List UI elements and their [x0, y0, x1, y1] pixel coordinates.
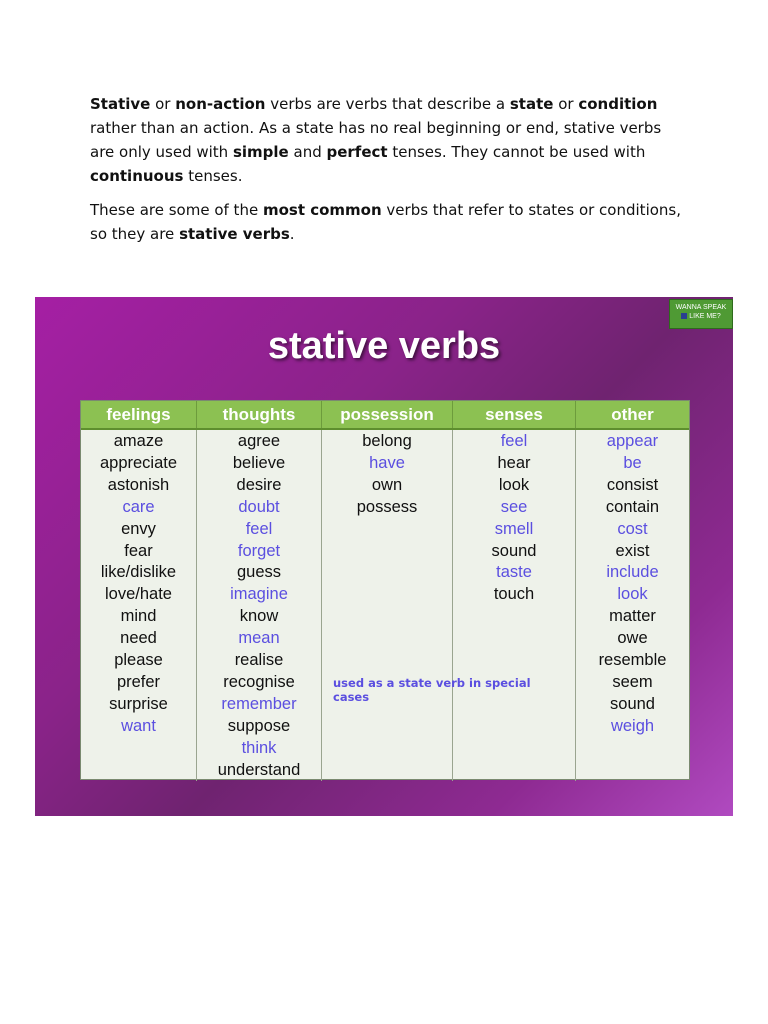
verb-item: owe: [617, 629, 648, 648]
verb-item: envy: [121, 519, 156, 538]
verb-item: seem: [612, 672, 653, 691]
header-feelings: feelings: [81, 401, 197, 428]
verb-item: know: [239, 607, 279, 626]
verb-item: imagine: [230, 585, 288, 604]
intro-p1-segment: simple: [232, 143, 289, 161]
verb-item: love/hate: [105, 585, 172, 604]
intro-p1-segment: or: [150, 95, 176, 113]
verb-item: sound: [610, 694, 655, 713]
table-body: [81, 430, 689, 781]
verbs-table: [80, 400, 690, 780]
verb-item: see: [500, 497, 528, 516]
verb-item: belong: [362, 432, 412, 450]
stative-verbs-slide: [35, 297, 733, 816]
verb-item: look: [498, 475, 530, 494]
verb-item: have: [369, 453, 405, 472]
verb-item: sound: [491, 541, 537, 560]
verb-item: forget: [237, 541, 281, 560]
intro-p1-segment: Stative: [90, 95, 151, 113]
verb-item: appear: [606, 432, 659, 450]
verb-item: look: [617, 585, 648, 604]
intro-p1-segment: verbs are verbs that describe a: [265, 95, 510, 113]
column-thoughts: [197, 430, 322, 781]
intro-p2-segment: verbs that refer to states or conditions, so they are: [90, 201, 681, 243]
special-cases-note: used as a state verb in special cases: [333, 676, 531, 704]
header-other: other: [611, 405, 654, 424]
slide-title: stative verbs: [267, 325, 501, 367]
verb-item: matter: [609, 607, 656, 626]
logo-text-2: LIKE ME?: [670, 312, 732, 321]
intro-p1-segment: tenses.: [183, 167, 243, 185]
intro-p2-segment: These are some of the: [90, 201, 263, 219]
verb-item: understand: [217, 760, 301, 779]
verb-item: desire: [236, 475, 282, 494]
intro-p1-segment: and: [288, 143, 327, 161]
verb-item: own: [371, 475, 403, 494]
intro-p1-segment: or: [553, 95, 579, 113]
verb-item: mean: [238, 629, 280, 648]
verb-item: fear: [124, 541, 153, 560]
verb-item: include: [606, 563, 659, 582]
intro-p1-segment: state: [509, 95, 554, 113]
intro-p1-segment: tenses. They cannot be used with: [387, 143, 646, 161]
intro-p1-segment: perfect: [326, 143, 388, 161]
verb-item: resemble: [598, 651, 667, 670]
verb-item: mind: [120, 607, 157, 626]
verb-item: possess: [356, 497, 418, 516]
intro-p2-segment: .: [289, 225, 295, 243]
verb-item: weigh: [610, 716, 655, 735]
verb-item: exist: [615, 541, 650, 560]
verb-item: prefer: [116, 672, 161, 691]
verb-item: feel: [500, 432, 528, 450]
verb-item: recognise: [223, 672, 295, 691]
logo-text-1: WANNA SPEAK: [675, 304, 727, 311]
intro-p1-segment: rather than an action. As a state has no real beginning or end, stative verbs are only used with: [90, 119, 662, 161]
header-possession: possession: [322, 401, 453, 428]
column-senses: [453, 430, 576, 781]
verb-item: taste: [496, 563, 532, 582]
verb-item: appreciate: [99, 453, 178, 472]
intro-text: [90, 92, 690, 256]
verb-item: suppose: [227, 716, 291, 735]
brand-logo: [669, 299, 733, 329]
verb-item: touch: [493, 585, 535, 604]
verb-item: doubt: [238, 497, 280, 516]
verb-item: contain: [605, 497, 660, 516]
intro-p2-segment: stative verbs: [179, 225, 290, 243]
verb-item: guess: [236, 563, 282, 582]
verb-item: think: [241, 738, 277, 757]
header-thoughts: thoughts: [197, 401, 322, 428]
intro-p2-segment: most common: [262, 201, 382, 219]
verb-item: consist: [606, 475, 659, 494]
verb-item: amaze: [113, 432, 164, 450]
verb-item: need: [120, 629, 157, 648]
verb-item: want: [121, 716, 156, 735]
table-header: [81, 401, 689, 430]
column-possession: [322, 430, 453, 781]
intro-p1-segment: continuous: [90, 167, 184, 185]
column-other: [576, 430, 689, 781]
verb-item: be: [623, 453, 642, 472]
verb-item: agree: [237, 432, 281, 450]
verb-item: remember: [221, 694, 297, 713]
verb-item: cost: [617, 519, 648, 538]
verb-item: like/dislike: [100, 563, 177, 582]
header-senses: senses: [453, 401, 576, 428]
verb-item: hear: [497, 453, 531, 472]
intro-p1-segment: non-action: [175, 95, 266, 113]
intro-paragraph-2: [90, 198, 690, 246]
facebook-icon: [681, 313, 687, 319]
intro-paragraph-1: [90, 92, 690, 188]
verb-item: realise: [234, 651, 284, 670]
verb-item: astonish: [107, 475, 170, 494]
verb-item: care: [122, 497, 155, 516]
verb-item: believe: [232, 453, 286, 472]
verb-item: surprise: [109, 694, 168, 713]
verb-item: smell: [494, 519, 534, 538]
intro-p1-segment: condition: [578, 95, 658, 113]
verb-item: feel: [245, 519, 273, 538]
column-feelings: [81, 430, 197, 781]
verb-item: please: [114, 651, 163, 670]
